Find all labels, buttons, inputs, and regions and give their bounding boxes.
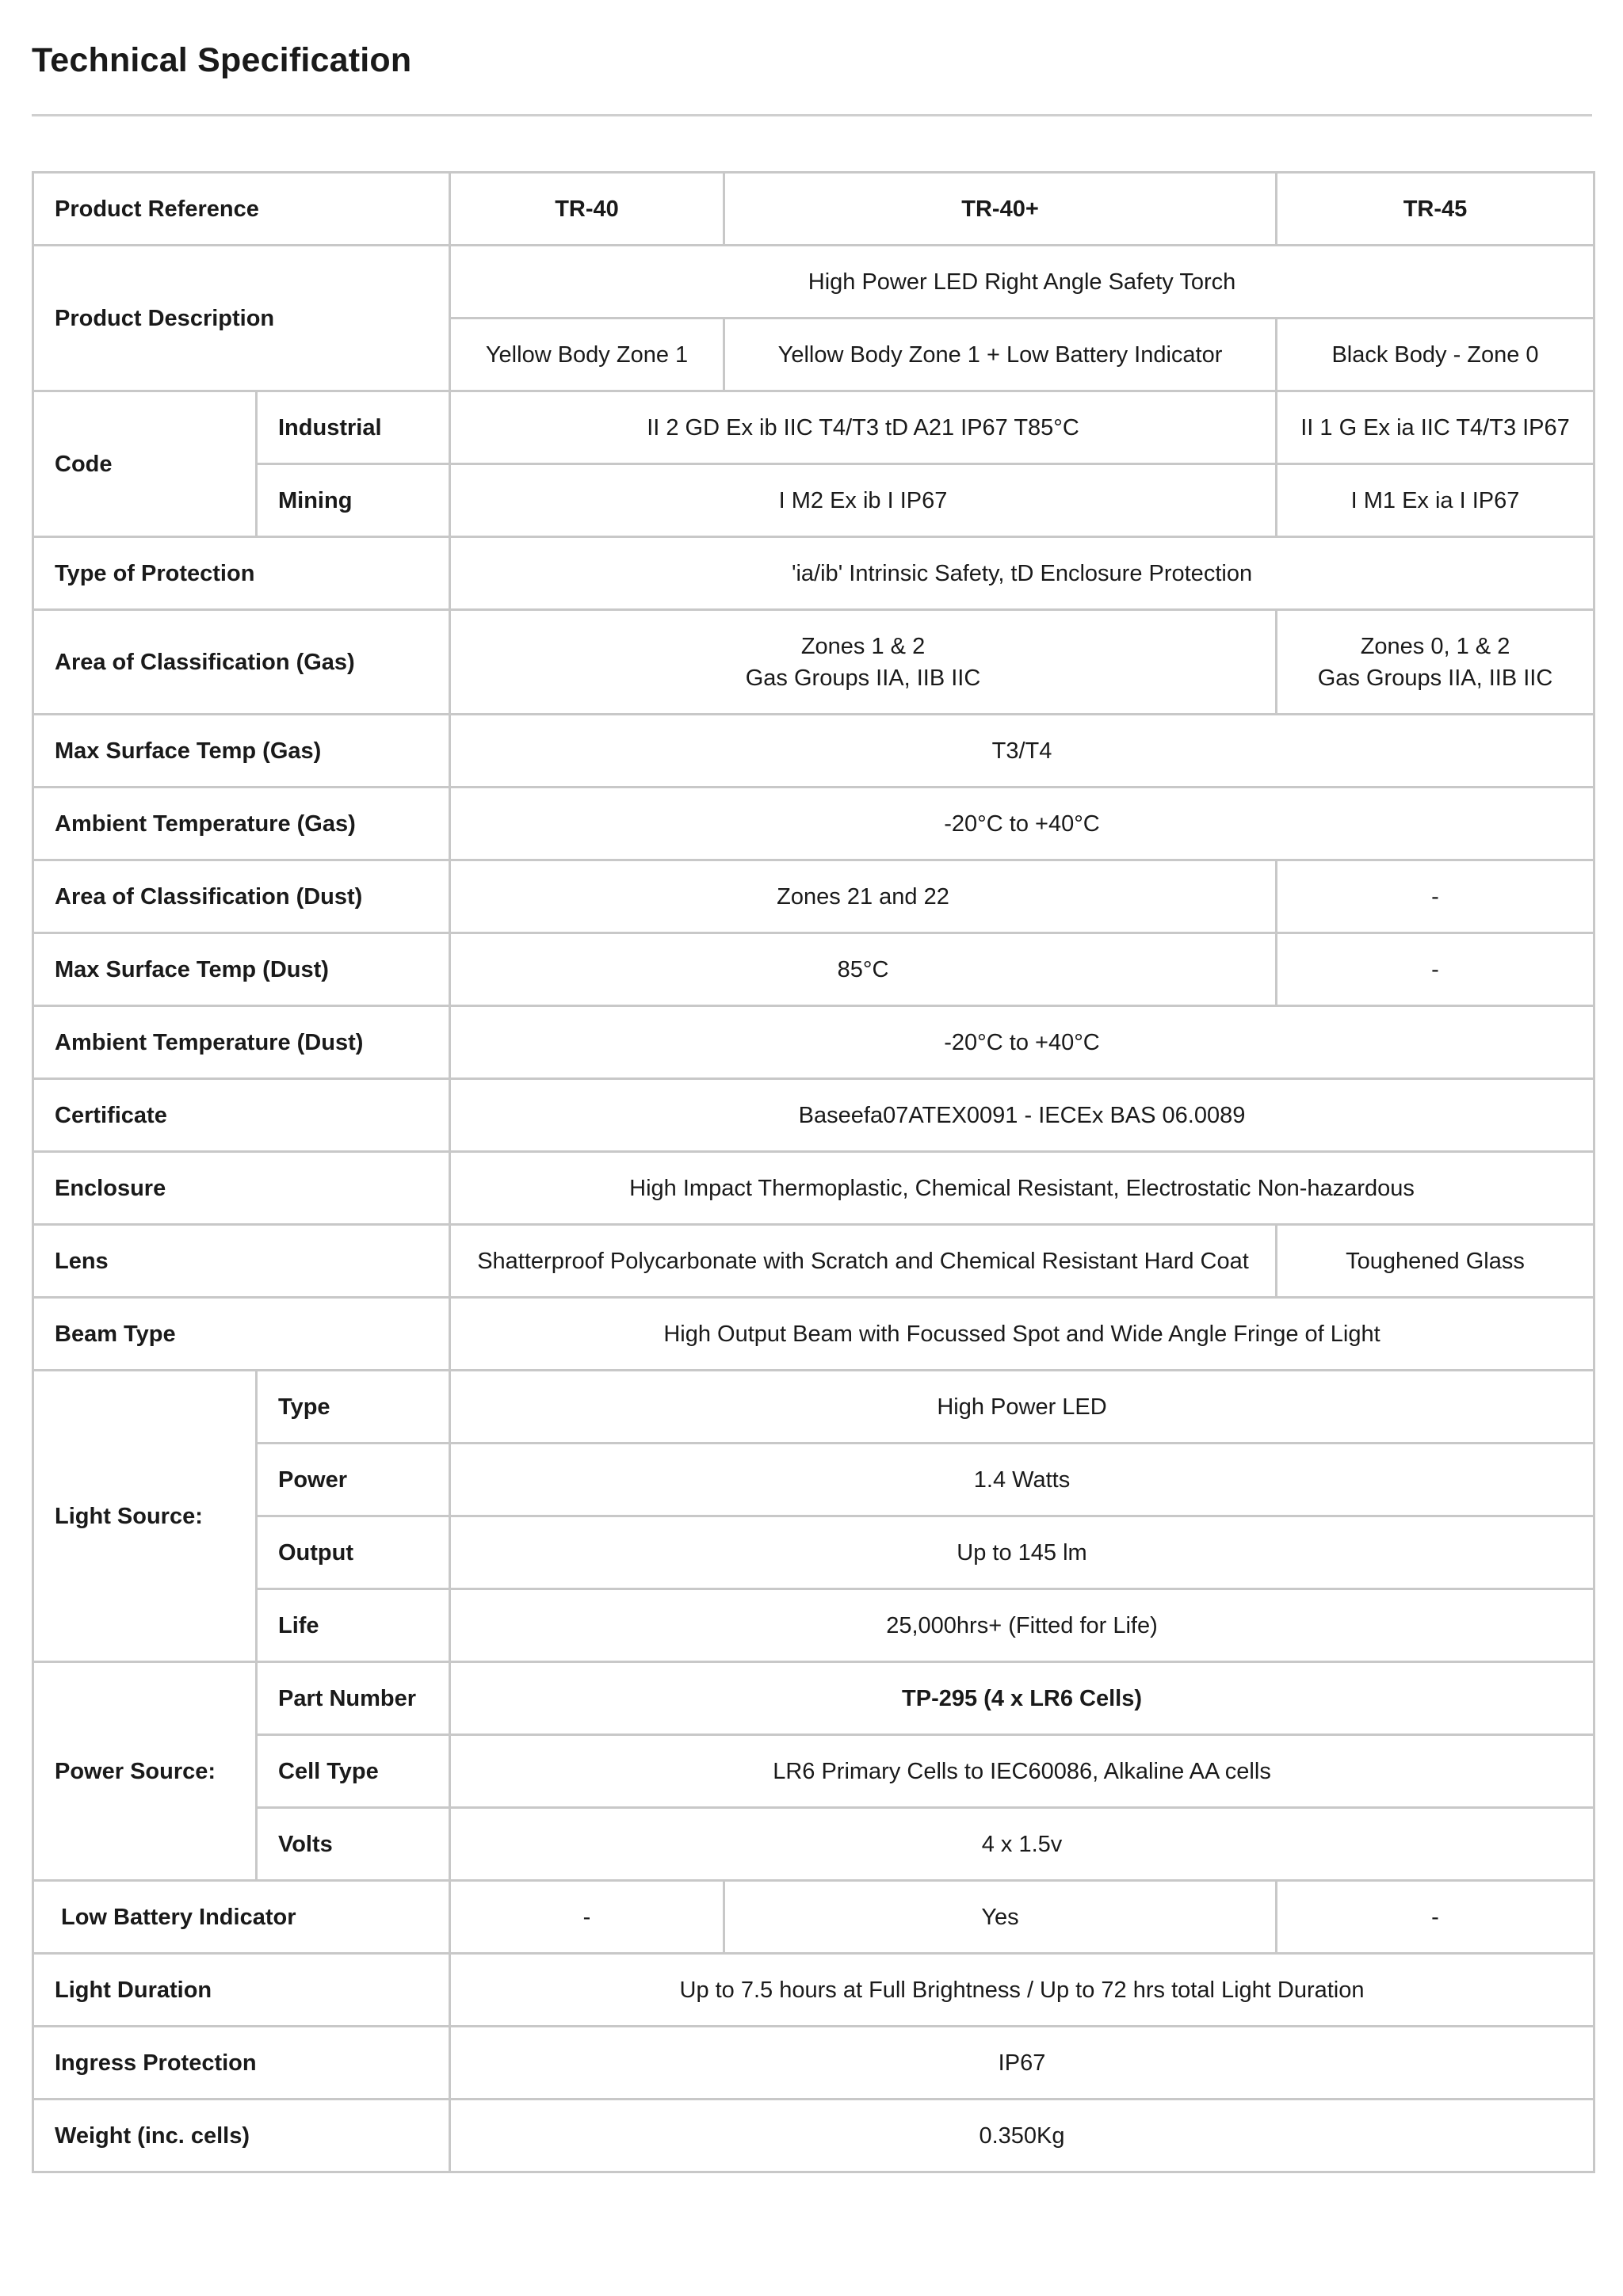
code-industrial-tr40: II 2 GD Ex ib IIC T4/T3 tD A21 IP67 T85°C <box>450 391 1277 464</box>
row-light-source-power <box>33 1444 1594 1516</box>
description-common: High Power LED Right Angle Safety Torch <box>450 246 1594 318</box>
row-product-description <box>33 246 1594 318</box>
cell-value: 4 x 1.5v <box>450 1808 1594 1881</box>
low-battery-tr45: - <box>1277 1881 1594 1954</box>
sub-label: Type <box>257 1371 450 1444</box>
cell-value: -20°C to +40°C <box>450 788 1594 860</box>
cell-value: Baseefa07ATEX0091 - IECEx BAS 06.0089 <box>450 1079 1594 1152</box>
title-divider <box>32 114 1592 116</box>
row-label: Type of Protection <box>33 537 450 610</box>
row-label: Certificate <box>33 1079 450 1152</box>
cell-value: High Power LED <box>450 1371 1594 1444</box>
cell-value: High Impact Thermoplastic, Chemical Resistant, Electrostatic Non-hazardous <box>450 1152 1594 1225</box>
row-light-source-output <box>33 1516 1594 1589</box>
area-dust-tr40: Zones 21 and 22 <box>450 860 1277 933</box>
cell-value: TP-295 (4 x LR6 Cells) <box>450 1662 1594 1735</box>
header-tr45: TR-45 <box>1277 173 1594 246</box>
sub-label: Part Number <box>257 1662 450 1735</box>
max-temp-dust-tr40: 85°C <box>450 933 1277 1006</box>
cell-value: 0.350Kg <box>450 2100 1594 2172</box>
cell-value: High Output Beam with Focussed Spot and Wide Angle Fringe of Light <box>450 1298 1594 1371</box>
header-tr40: TR-40 <box>450 173 724 246</box>
row-label: Light Source: <box>33 1371 257 1662</box>
text-line: Zones 0, 1 & 2 <box>1360 633 1510 659</box>
page-title: Technical Specification <box>32 41 412 79</box>
row-label: Area of Classification (Gas) <box>33 610 450 715</box>
row-certificate <box>33 1079 1594 1152</box>
row-ambient-temp-dust <box>33 1006 1594 1079</box>
lens-tr40: Shatterproof Polycarbonate with Scratch and Chemical Resistant Hard Coat <box>450 1225 1277 1298</box>
row-label: Code <box>33 391 257 537</box>
row-label: Product Description <box>33 246 450 391</box>
sub-label: Volts <box>257 1808 450 1881</box>
text-line: Gas Groups IIA, IIB IIC <box>1317 665 1553 691</box>
cell-value: LR6 Primary Cells to IEC60086, Alkaline AA cells <box>450 1735 1594 1808</box>
row-type-of-protection <box>33 537 1594 610</box>
row-label: Beam Type <box>33 1298 450 1371</box>
cell-value: IP67 <box>450 2027 1594 2100</box>
row-label: Ambient Temperature (Gas) <box>33 788 450 860</box>
row-label: Max Surface Temp (Dust) <box>33 933 450 1006</box>
row-area-classification-gas <box>33 610 1594 715</box>
row-lens <box>33 1225 1594 1298</box>
header-tr40-plus: TR-40+ <box>724 173 1277 246</box>
row-label: Ingress Protection <box>33 2027 450 2100</box>
row-power-source-part <box>33 1662 1594 1735</box>
sub-label: Cell Type <box>257 1735 450 1808</box>
row-label: Max Surface Temp (Gas) <box>33 715 450 788</box>
row-label: Low Battery Indicator <box>33 1881 450 1954</box>
sub-label: Output <box>257 1516 450 1589</box>
row-label: Power Source: <box>33 1662 257 1881</box>
row-enclosure <box>33 1152 1594 1225</box>
row-label: Product Reference <box>33 173 450 246</box>
cell-value: 'ia/ib' Intrinsic Safety, tD Enclosure Protection <box>450 537 1594 610</box>
cell-value: Up to 7.5 hours at Full Brightness / Up to 72 hrs total Light Duration <box>450 1954 1594 2027</box>
sub-label: Industrial <box>257 391 450 464</box>
row-product-reference <box>33 173 1594 246</box>
cell-value: -20°C to +40°C <box>450 1006 1594 1079</box>
sub-label: Power <box>257 1444 450 1516</box>
low-battery-tr40: - <box>450 1881 724 1954</box>
description-tr45: Black Body - Zone 0 <box>1277 318 1594 391</box>
cell-value: T3/T4 <box>450 715 1594 788</box>
sub-label: Mining <box>257 464 450 537</box>
row-code-mining <box>33 464 1594 537</box>
low-battery-tr40-plus: Yes <box>724 1881 1277 1954</box>
row-area-classification-dust <box>33 860 1594 933</box>
row-light-duration <box>33 1954 1594 2027</box>
row-power-source-volts <box>33 1808 1594 1881</box>
row-power-source-cell <box>33 1735 1594 1808</box>
sub-label: Life <box>257 1589 450 1662</box>
row-max-surface-temp-dust <box>33 933 1594 1006</box>
spec-table <box>32 171 1595 2173</box>
area-dust-tr45: - <box>1277 860 1594 933</box>
row-label: Area of Classification (Dust) <box>33 860 450 933</box>
cell-value: 1.4 Watts <box>450 1444 1594 1516</box>
cell-value: 25,000hrs+ (Fitted for Life) <box>450 1589 1594 1662</box>
text-line: Zones 1 & 2 <box>800 633 926 659</box>
row-low-battery-indicator <box>33 1881 1594 1954</box>
description-tr40-plus: Yellow Body Zone 1 + Low Battery Indicator <box>724 318 1277 391</box>
lens-tr45: Toughened Glass <box>1277 1225 1594 1298</box>
row-light-source-life <box>33 1589 1594 1662</box>
area-gas-tr45 <box>1277 610 1594 715</box>
row-label: Light Duration <box>33 1954 450 2027</box>
row-label: Lens <box>33 1225 450 1298</box>
area-gas-tr40 <box>450 610 1277 715</box>
code-industrial-tr45: II 1 G Ex ia IIC T4/T3 IP67 <box>1277 391 1594 464</box>
row-beam-type <box>33 1298 1594 1371</box>
cell-value: Up to 145 lm <box>450 1516 1594 1589</box>
row-label: Enclosure <box>33 1152 450 1225</box>
row-code-industrial <box>33 391 1594 464</box>
row-ingress-protection <box>33 2027 1594 2100</box>
row-ambient-temp-gas <box>33 788 1594 860</box>
code-mining-tr40: I M2 Ex ib I IP67 <box>450 464 1277 537</box>
row-label: Ambient Temperature (Dust) <box>33 1006 450 1079</box>
row-weight <box>33 2100 1594 2172</box>
row-light-source-type <box>33 1371 1594 1444</box>
text-line: Gas Groups IIA, IIB IIC <box>745 665 981 691</box>
row-max-surface-temp-gas <box>33 715 1594 788</box>
row-label: Weight (inc. cells) <box>33 2100 450 2172</box>
description-tr40: Yellow Body Zone 1 <box>450 318 724 391</box>
max-temp-dust-tr45: - <box>1277 933 1594 1006</box>
code-mining-tr45: I M1 Ex ia I IP67 <box>1277 464 1594 537</box>
